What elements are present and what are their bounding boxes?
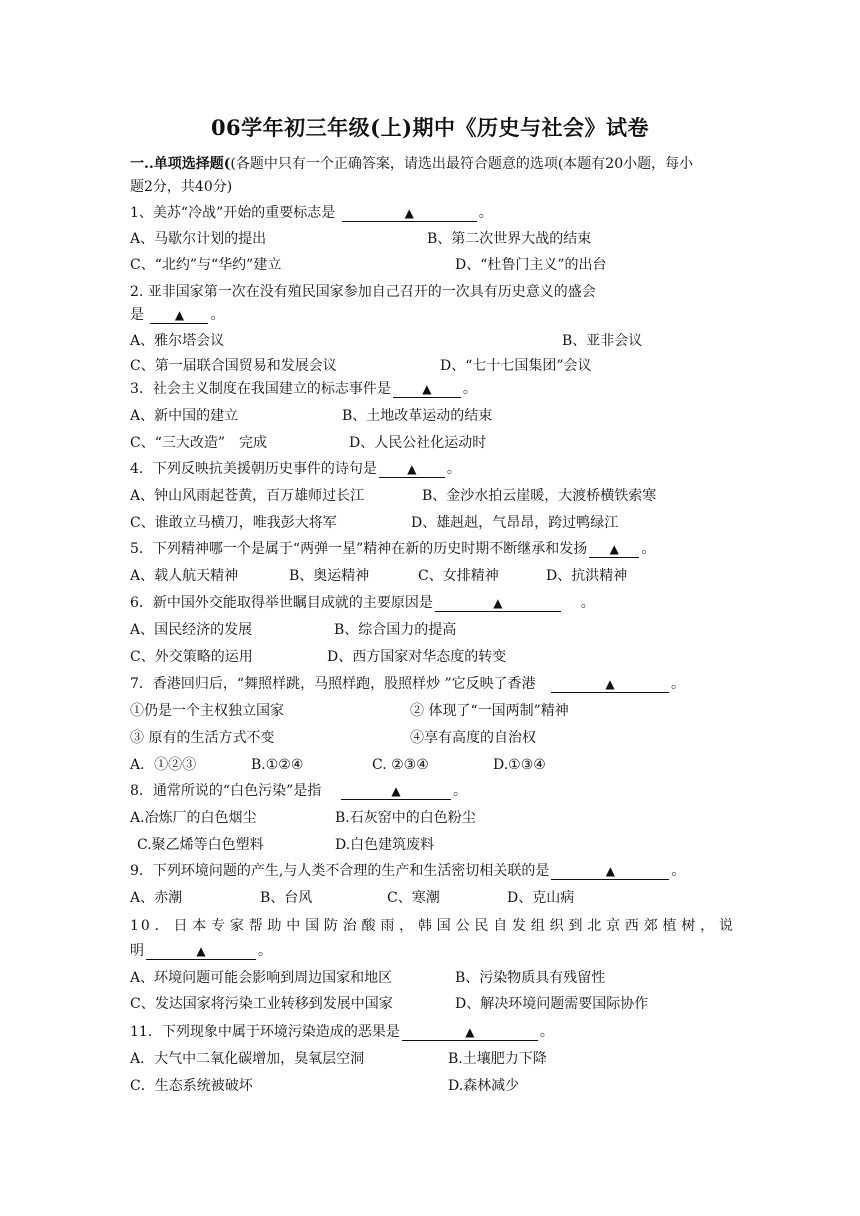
question-10: 10．日本专家帮助中国防治酸雨，韩国公民自发组织到北京西郊植树，说 (130, 918, 735, 934)
section-instructions-cont: 题2分，共40分) (130, 179, 233, 195)
option-a: A、钟山风雨起苍黄，百万雄师过长江 (130, 488, 365, 504)
triangle-icon: ▲ (196, 944, 206, 958)
triangle-icon: ▲ (391, 784, 401, 798)
triangle-icon: ▲ (422, 382, 432, 396)
exam-page: 06学年初三年级(上)期中《历史与社会》试卷 一..单项选择题((各题中只有一个正确答案，请选出最符合题意的选项(本题有20小题，每小 题2分，共40分) 1、美苏“冷战”开始的重要标志是 ▲ 。 A、马歇尔计划的提出 B、第二次世界大战的结束 C、“北约”与“华约”建立 D、“杜鲁门主义”的出台 2. 亚非国家第一次在没有殖民国家参加自己召开的一次具有历史意义的盛会 是 ▲ 。 A、雅尔塔会议 B、亚非会议 C、第一届联合国贸易和发展会议 D、“七十七国集团”会议 3．社会主义制度在我国建立的标志事件是 ▲ 。 A、新中国的建立 B、土地改革运动的结束 C、“三大改造” 完成 D、人民公社化运动时 4．下列反映抗美援朝历史事件的诗句是 ▲ 。 A、钟山风雨起苍黄，百万雄师过长江 B、金沙水拍云崖暖，大渡桥横铁索寒 C、谁敢立马横刀，唯我彭大将军 D、雄赳赳，气昂昂，跨过鸭绿江 5．下列精神哪一个是属于“两弹一星”精神在新的历史时期不断继承和发扬 ▲ 。 A、载人航天精神 B、奥运精神 C、女排精神 D、抗洪精神 6．新中国外交能取得举世瞩目成就的主要原因是 ▲ 。 A、国民经济的发展 B、综合国力的提高 C、外交策略的运用 D、西方国家对华态度的转变 7．香港回归后，“舞照样跳，马照样跑，股照样炒 ”它反映了香港 ▲ 。 ①仍是一个主权独立国家 ② 体现了“一国两制”精神 ③ 原有的生活方式不变 ④享有高度的自治权 A．①②③ B.①②④ C. ②③④ D.①③④ 8．通常所说的“白色污染”是指 ▲ 。 A.冶炼厂的白色烟尘 B.石灰窑中的白色粉尘 C.聚乙烯等白色塑料 D.白色建筑废料 9．下列环境问题的产生,与人类不合理的生产和生活密切相关联的是 ▲ 。 A、赤潮 B、台风 C、寒潮 D、克山病 10．日本专家帮助中国防治酸雨，韩国公民自发组织到北京西郊植树，说 明 ▲ 。 A、环境问题可能会影响到周边国家和地区 B、污染物质具有残留性 C、发达国家将污染工业转移到发展中国家 D、解决环境问题需要国际协作 11．下列现象中属于环境污染造成的恶果是 ▲ 。 A．大气中二氧化碳增加，臭氧层空洞 B.土壤肥力下降 C．生态系统被破坏 D.森林减少 (0, 0, 860, 1216)
option-d: D、抗洪精神 (546, 568, 628, 584)
option-c: C. ②③④ (372, 757, 429, 773)
question-6: 6．新中国外交能取得举世瞩目成就的主要原因是 ▲ 。 (130, 595, 595, 611)
option-c: C、女排精神 (418, 568, 499, 584)
triangle-icon: ▲ (609, 542, 619, 556)
question-8: 8．通常所说的“白色污染”是指 ▲ 。 (130, 783, 468, 799)
triangle-icon: ▲ (174, 308, 185, 322)
option-a: A、环境问题可能会影响到周边国家和地区 (130, 970, 393, 986)
option-b: B、综合国力的提高 (334, 622, 457, 638)
question-7: 7．香港回归后，“舞照样跳，马照样跑，股照样炒 ”它反映了香港 ▲ 。 (130, 676, 686, 692)
question-1: 1、美苏“冷战”开始的重要标志是 ▲ 。 (130, 205, 493, 221)
option-a: A、载人航天精神 (130, 568, 239, 584)
option-c: C、谁敢立马横刀，唯我彭大将军 (130, 515, 337, 531)
answer-blank[interactable] (342, 205, 477, 222)
statement-1: ①仍是一个主权独立国家 (130, 703, 284, 719)
option-d: D、人民公社化运动时 (349, 435, 487, 451)
option-a: A、国民经济的发展 (130, 622, 253, 638)
option-d: D、“七十七国集团”会议 (440, 358, 592, 374)
statement-2: ② 体现了“一国两制”精神 (410, 703, 569, 719)
option-d: D、克山病 (507, 890, 575, 906)
answer-blank[interactable] (146, 943, 256, 960)
option-b: B、奥运精神 (289, 568, 370, 584)
option-a: A、马歇尔计划的提出 (130, 231, 267, 247)
option-d: D、解决环境问题需要国际协作 (455, 996, 649, 1012)
option-b: B、台风 (260, 890, 313, 906)
triangle-icon: ▲ (493, 596, 503, 610)
option-b: B.土壤肥力下降 (448, 1051, 547, 1067)
statement-3: ③ 原有的生活方式不变 (130, 730, 275, 746)
option-b: B、亚非会议 (562, 333, 643, 349)
option-c: C、寒潮 (387, 890, 440, 906)
answer-blank[interactable] (551, 863, 669, 880)
option-a: A．①②③ (130, 757, 197, 773)
option-d: D、“杜鲁门主义”的出台 (455, 257, 607, 273)
option-c: C、“北约”与“华约”建立 (130, 257, 282, 273)
question-5: 5．下列精神哪一个是属于“两弹一星”精神在新的历史时期不断继承和发扬 ▲ 。 (130, 541, 656, 557)
triangle-icon: ▲ (407, 462, 417, 476)
option-d: D、西方国家对华态度的转变 (327, 649, 507, 665)
option-a: A、赤潮 (130, 890, 183, 906)
answer-blank[interactable] (393, 381, 461, 398)
question-stem: 1、美苏“冷战”开始的重要标志是 (130, 205, 336, 221)
answer-blank[interactable] (402, 1024, 538, 1041)
option-c: C．生态系统被破坏 (130, 1078, 253, 1094)
answer-blank[interactable] (435, 595, 561, 612)
option-b: B、土地改革运动的结束 (342, 408, 493, 424)
option-d: D、雄赳赳，气昂昂，跨过鸭绿江 (411, 515, 619, 531)
question-4: 4．下列反映抗美援朝历史事件的诗句是 ▲ 。 (130, 461, 461, 477)
answer-blank[interactable] (150, 307, 208, 324)
option-a: A、雅尔塔会议 (130, 333, 225, 349)
question-3: 3．社会主义制度在我国建立的标志事件是 ▲ 。 (130, 381, 477, 397)
question-2: 2. 亚非国家第一次在没有殖民国家参加自己召开的一次具有历史意义的盛会 (130, 284, 596, 300)
statement-4: ④享有高度的自治权 (410, 730, 536, 746)
option-a: A、新中国的建立 (130, 408, 239, 424)
option-b: B、第二次世界大战的结束 (427, 231, 592, 247)
section-heading: 一..单项选择题 (130, 156, 224, 172)
triangle-icon: ▲ (465, 1025, 475, 1039)
answer-blank[interactable] (379, 461, 445, 478)
option-b: B、污染物质具有残留性 (455, 970, 606, 986)
question-11: 11．下列现象中属于环境污染造成的恶果是 ▲ 。 (130, 1024, 554, 1040)
option-b: B.石灰窑中的白色粉尘 (335, 810, 476, 826)
option-c: C、第一届联合国贸易和发展会议 (130, 358, 337, 374)
section-instructions-1: (各题中只有一个正确答案，请选出最符合题意的选项(本题有20小题，每小 (230, 156, 694, 172)
option-c: C、发达国家将污染工业转移到发展中国家 (130, 996, 393, 1012)
answer-blank[interactable] (551, 676, 669, 693)
exam-title: 06学年初三年级(上)期中《历史与社会》试卷 (210, 115, 650, 140)
answer-blank[interactable] (341, 783, 451, 800)
triangle-icon: ▲ (605, 864, 615, 878)
triangle-icon: ▲ (404, 206, 414, 220)
option-d: D.①③④ (493, 757, 546, 773)
option-b: B、金沙水拍云崖暖，大渡桥横铁索寒 (422, 488, 657, 504)
section-instructions: 一..单项选择题((各题中只有一个正确答案，请选出最符合题意的选项(本题有20小题，每小 (130, 156, 694, 172)
option-b: B.①②④ (251, 757, 304, 773)
answer-blank[interactable] (589, 541, 639, 558)
option-c: C、“三大改造” 完成 (130, 435, 268, 451)
option-c: C、外交策略的运用 (130, 649, 253, 665)
option-d: D.森林减少 (448, 1078, 520, 1094)
option-a: A．大气中二氧化碳增加，臭氧层空洞 (130, 1051, 365, 1067)
option-a: A.冶炼厂的白色烟尘 (130, 810, 257, 826)
option-d: D.白色建筑废料 (335, 837, 435, 853)
question-9: 9．下列环境问题的产生,与人类不合理的生产和生活密切相关联的是 ▲ 。 (130, 863, 686, 879)
option-c: C.聚乙烯等白色塑料 (137, 837, 264, 853)
triangle-icon: ▲ (605, 677, 615, 691)
